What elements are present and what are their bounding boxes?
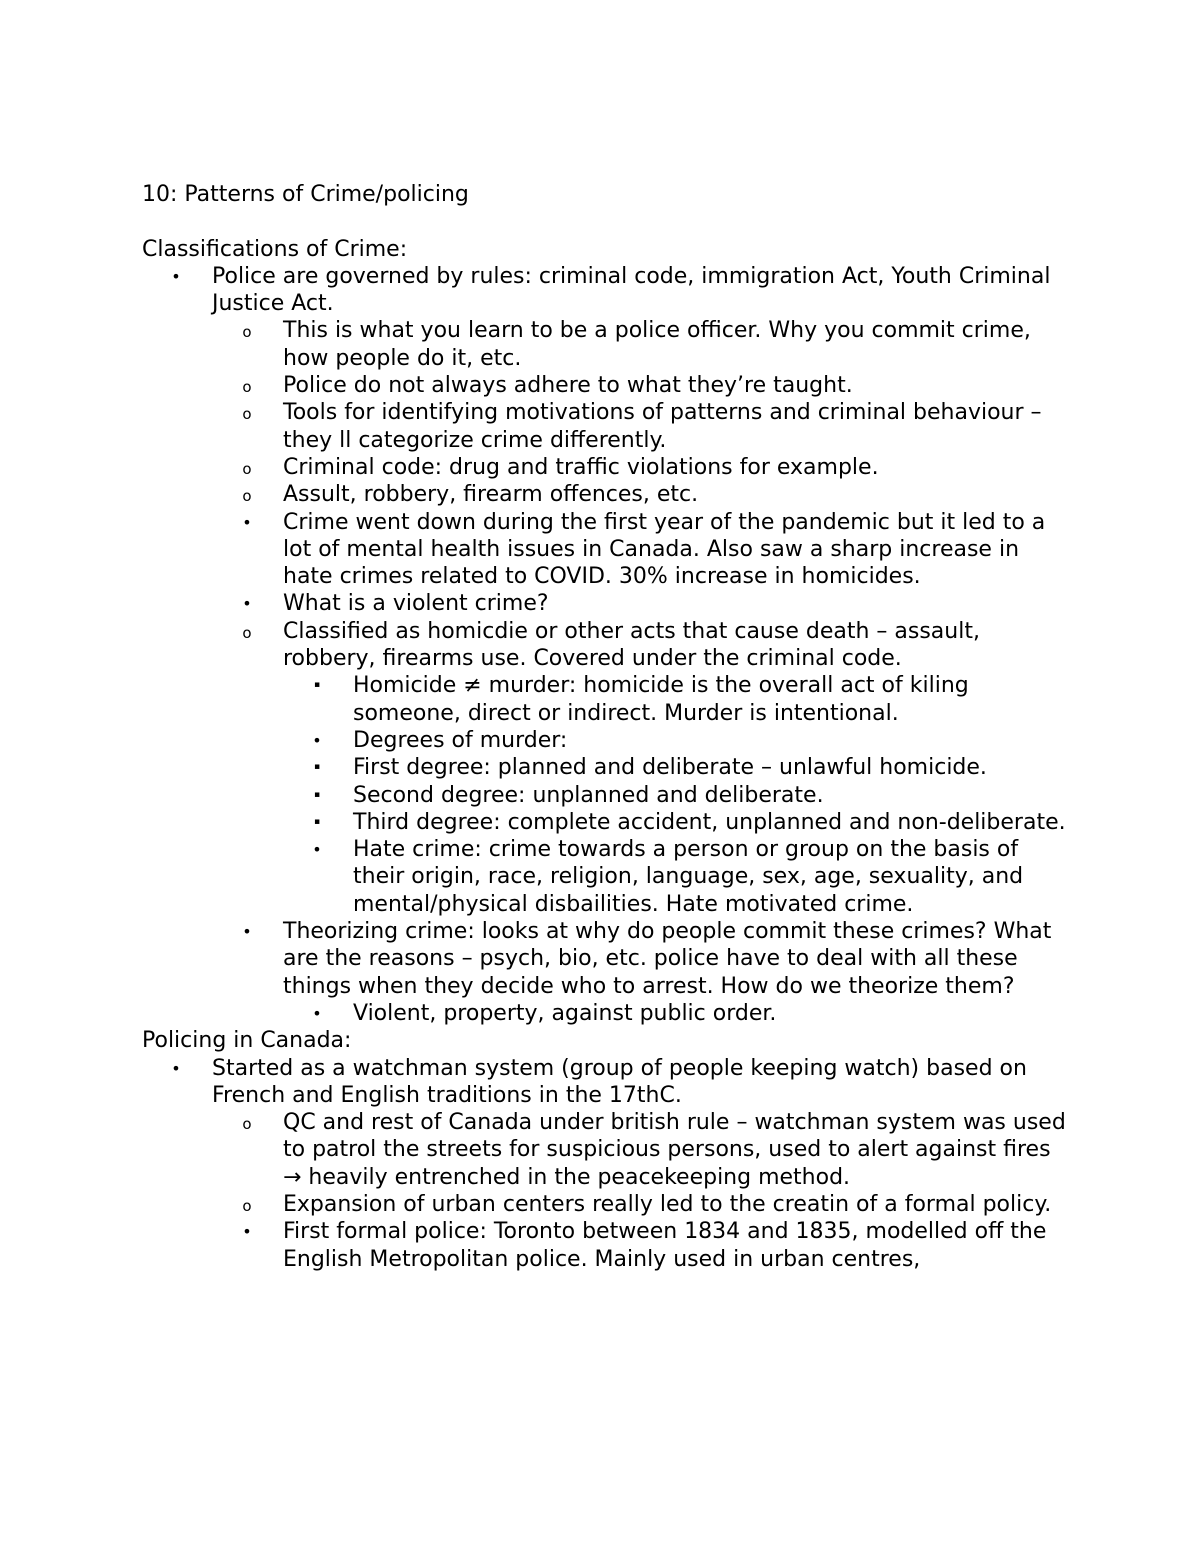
list-item-text: Violent, property, against public order. — [353, 1000, 777, 1026]
bullet-circle-icon: o — [242, 378, 252, 397]
list-item-text: Started as a watchman system (group of people keeping watch) based on French and English traditions in the 17thC. — [212, 1055, 1027, 1108]
bullet-square-icon: ▪ — [313, 789, 321, 800]
bullet-circle-icon: o — [242, 623, 252, 642]
list-item-text: Tools for identifying motivations of patterns and criminal behaviour – they ll categorize crime differently. — [283, 400, 1042, 453]
document-title: 10: Patterns of Crime/policing — [142, 182, 469, 207]
bullet-disc-icon: • — [242, 922, 252, 942]
list-item — [142, 1191, 1072, 1218]
list-item — [142, 454, 1072, 481]
list-item-text: What is a violent crime? — [283, 591, 549, 617]
bullet-circle-icon: o — [242, 323, 252, 342]
list-item-text: Police do not always adhere to what they’re taught. — [283, 373, 853, 399]
list-item-text: First degree: planned and deliberate – unlawful homicide. — [353, 755, 987, 781]
bullet-disc-icon: • — [312, 840, 322, 860]
list-item — [142, 263, 1072, 318]
bullet-disc-icon: • — [242, 594, 252, 614]
document-body — [142, 181, 1072, 1273]
document-sections — [142, 236, 1072, 1273]
list-item — [142, 399, 1072, 454]
list-item-text: Classified as homicdie or other acts that cause death – assault, robbery, firearms use. Covered under the criminal code. — [283, 618, 980, 672]
bullet-disc-icon: • — [171, 266, 181, 286]
bullet-disc-icon: • — [312, 730, 322, 750]
list-item — [142, 481, 1072, 508]
list-item — [142, 1218, 1072, 1273]
bullet-disc-icon: • — [242, 1222, 252, 1242]
list-item-text: Criminal code: drug and traffic violations for example. — [283, 454, 879, 480]
list-item-text: QC and rest of Canada under british rule – watchman system was used to patrol the streets for suspicious persons, used to alert against fires → heavily entrenched in the peacekeeping method. — [283, 1110, 1066, 1190]
list-item-text: Homicide ≠ murder: homicide is the overall act of kiling someone, direct or indirect. Murder is intentional. — [353, 673, 969, 726]
bullet-square-icon: ▪ — [313, 680, 321, 691]
list-item-text: Theorizing crime: looks at why do people commit these crimes? What are the reasons – psych, bio, etc. police have to deal with all these things when they decide who to arrest. How do we theorize them? — [283, 919, 1052, 999]
list-item — [142, 618, 1072, 673]
list-item — [142, 672, 1072, 727]
bullet-square-icon: ▪ — [313, 762, 321, 773]
list-item — [142, 509, 1072, 591]
list-item-text: First formal police: Toronto between 1834 and 1835, modelled off the English Metropolitan police. Mainly used in urban centres, — [283, 1219, 1047, 1272]
bullet-square-icon: ▪ — [313, 816, 321, 827]
bullet-circle-icon: o — [242, 459, 252, 478]
section-heading: Policing in Canada: — [142, 1028, 352, 1054]
list-item-text: Degrees of murder: — [353, 727, 568, 753]
list-item — [142, 809, 1072, 836]
list-item — [142, 836, 1072, 918]
bullet-circle-icon: o — [242, 1196, 252, 1215]
list-item-text: Expansion of urban centers really led to the creatin of a formal policy. — [283, 1191, 1052, 1217]
list-item-text: Third degree: complete accident, unplanned and non-deliberate. — [353, 809, 1066, 835]
list-item — [142, 754, 1072, 781]
bullet-disc-icon: • — [242, 512, 252, 532]
section-heading: Classifications of Crime: — [142, 236, 408, 262]
list-item — [142, 372, 1072, 399]
bullet-disc-icon: • — [171, 1058, 181, 1078]
list-item-text: Hate crime: crime towards a person or group on the basis of their origin, race, religion, language, sex, age, sexuality, and mental/physical disbailities. Hate motivated crime. — [353, 837, 1024, 917]
list-item — [142, 918, 1072, 1000]
list-item — [142, 317, 1072, 372]
list-item-text: This is what you learn to be a police officer. Why you commit crime, how people do it, etc. — [283, 318, 1031, 371]
list-item — [142, 590, 1072, 617]
bullet-circle-icon: o — [242, 405, 252, 424]
list-item-text: Second degree: unplanned and deliberate. — [353, 782, 824, 808]
list-item-text: Crime went down during the first year of the pandemic but it led to a lot of mental health issues in Canada. Also saw a sharp increase in hate crimes related to COVID. 30% increase in homicides. — [283, 509, 1046, 590]
list-item — [142, 782, 1072, 809]
list-item — [142, 1109, 1072, 1191]
bullet-circle-icon: o — [242, 487, 252, 506]
list-item-text: Police are governed by rules: criminal code, immigration Act, Youth Criminal Justice Act. — [212, 263, 1051, 317]
bullet-disc-icon: • — [312, 1003, 322, 1023]
list-item — [142, 1000, 1072, 1027]
list-item — [142, 727, 1072, 754]
list-item — [142, 1055, 1072, 1110]
list-item-text: Assult, robbery, firearm offences, etc. — [283, 482, 699, 508]
bullet-circle-icon: o — [242, 1115, 252, 1134]
